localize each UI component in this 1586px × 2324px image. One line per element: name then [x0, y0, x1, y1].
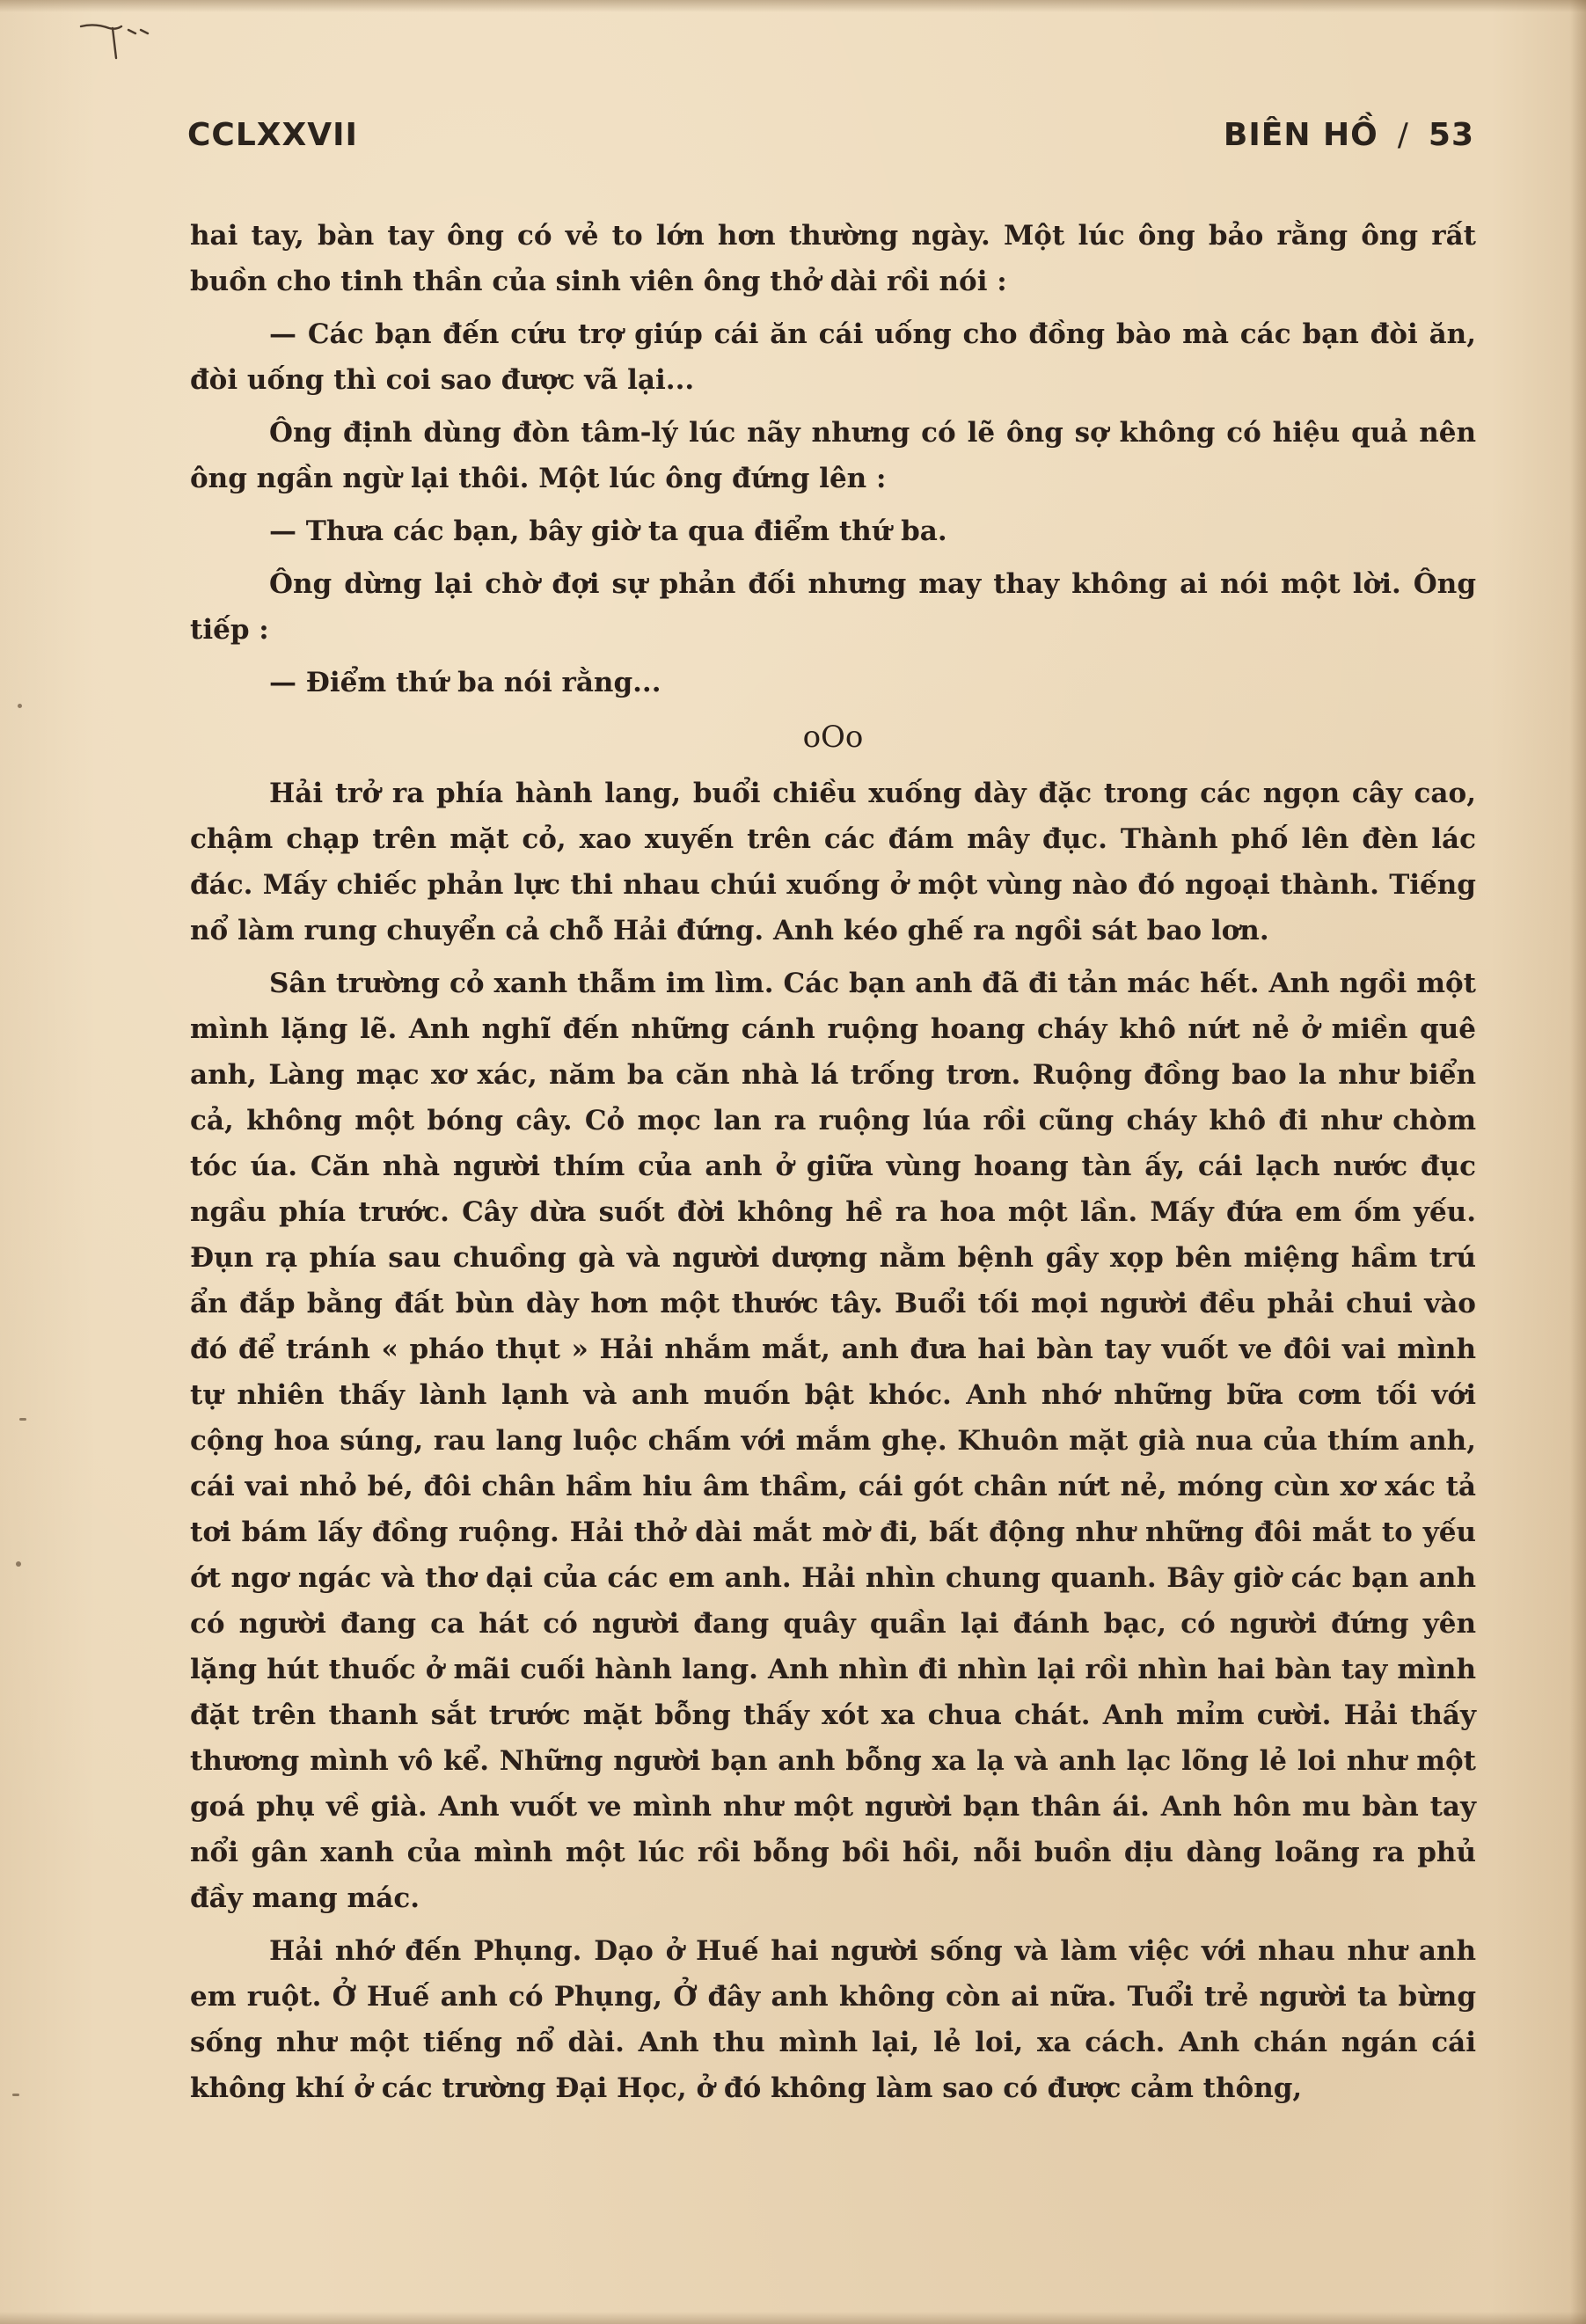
pen-scribble-mark	[77, 19, 192, 63]
paragraph: Ông dừng lại chờ đợi sự phản đối nhưng may thay không ai nói một lời. Ông tiếp :	[190, 568, 1476, 646]
running-title: BIÊN HỒ	[1223, 116, 1378, 153]
running-header	[187, 113, 1474, 157]
paragraph: Hải nhớ đến Phụng. Dạo ở Huế hai người sống và làm việc với nhau như anh em ruột. Ở Huế anh có Phụng, Ở đây anh không còn ai nữa. Tuổi trẻ người ta bừng sống như một tiếng nổ dài. Anh thu mình lại, lẻ loi, xa cách. Anh chán ngán cái không khí ở các trường Đại Học, ở đó không làm sao có được cảm thông,	[190, 1935, 1476, 2104]
paragraph: hai tay, bàn tay ông có vẻ to lớn hơn thường ngày. Một lúc ông bảo rằng ông rất buồn cho tinh thần của sinh viên ông thở dài rồi nói :	[190, 220, 1476, 297]
section-separator: oOo	[802, 720, 864, 755]
paper-speck	[12, 2094, 19, 2096]
paper-speck	[16, 1561, 21, 1567]
paragraph: Sân trường cỏ xanh thẫm im lìm. Các bạn anh đã đi tản mác hết. Anh ngồi một mình lặng lẽ. Anh nghĩ đến những cánh ruộng hoang cháy khô nứt nẻ ở miền quê anh, Làng mạc xơ xác, năm ba căn nhà lá trống trơn. Ruộng đồng bao la như biển cả, không một bóng cây. Cỏ mọc lan ra ruộng lúa rồi cũng cháy khô đi như chòm tóc úa. Căn nhà người thím của anh ở giữa vùng hoang tàn ấy, cái lạch nước đục ngầu phía trước. Cây dừa suốt đời không hề ra hoa một lần. Mấy đứa em ốm yếu. Đụn rạ phía sau chuồng gà và người dượng nằm bệnh gầy xọp bên miệng hầm trú ẩn đắp bằng đất bùn dày hơn một thước tây. Buổi tối mọi người đều phải chui vào đó để tránh « pháo thụt » Hải nhắm mắt, anh đưa hai bàn tay vuốt ve đôi vai mình tự nhiên thấy lành lạnh và anh muốn bật khóc. Anh nhớ những bữa cơm tối với cộng hoa súng, rau lang luộc chấm với mắm ghẹ. Khuôn mặt già nua của thím anh, cái vai nhỏ bé, đôi chân hầm hiu âm thầm, cái gót chân nứt nẻ, móng cùn xơ xác tả tơi bám lấy đồng ruộng. Hải thở dài mắt mờ đi, bất động như những đôi mắt to yếu ớt ngơ ngác và thơ dại của các em anh. Hải nhìn chung quanh. Bây giờ các bạn anh có người đang ca hát có người đang quây quần lại đánh bạc, có người đứng yên lặng hút thuốc ở mãi cuối hành lang. Anh nhìn đi nhìn lại rồi nhìn hai bàn tay mình đặt trên thanh sắt trước mặt bỗng thấy xót xa chua chát. Anh mỉm cười. Hải thấy thương mình vô kể. Những người bạn anh bỗng xa lạ và anh lạc lõng lẻ loi như một goá phụ về già. Anh vuốt ve mình như một người bạn thân ái. Anh hôn mu bàn tay nổi gân xanh của mình một lúc rồi bỗng bồi hồi, nỗi buồn dịu dàng loãng ra phủ đầy mang mác.	[190, 968, 1476, 1914]
page-bottom-edge	[0, 2312, 1586, 2324]
header-separator: /	[1397, 116, 1409, 153]
paragraph-dialogue: — Thưa các bạn, bây giờ ta qua điểm thứ ba.	[269, 515, 947, 547]
page-top-edge	[0, 0, 1586, 12]
paper-speck	[18, 704, 22, 708]
header-right	[1224, 117, 1474, 153]
paragraph-dialogue: — Các bạn đến cứu trợ giúp cái ăn cái uống cho đồng bào mà các bạn đòi ăn, đòi uống thì coi sao được vã lại...	[190, 318, 1476, 396]
paragraph: Ông định dùng đòn tâm-lý lúc nãy nhưng có lẽ ông sợ không có hiệu quả nên ông ngần ngừ lại thôi. Một lúc ông đứng lên :	[190, 417, 1476, 494]
paragraph: Hải trở ra phía hành lang, buổi chiều xuống dày đặc trong các ngọn cây cao, chậm chạp trên mặt cỏ, xao xuyến trên các đám mây đục. Thành phố lên đèn lác đác. Mấy chiếc phản lực thi nhau chúi xuống ở một vùng nào đó ngoại thành. Tiếng nổ làm rung chuyển cả chỗ Hải đứng. Anh kéo ghế ra ngồi sát bao lơn.	[190, 778, 1476, 946]
chapter-number: CCLXXVII	[187, 116, 358, 153]
paper-speck	[19, 1418, 26, 1421]
page-number: 53	[1428, 116, 1474, 153]
page-right-edge	[1570, 0, 1586, 2324]
paragraph-dialogue: — Điểm thứ ba nói rằng...	[269, 667, 661, 698]
page-body-text	[190, 213, 1476, 2118]
